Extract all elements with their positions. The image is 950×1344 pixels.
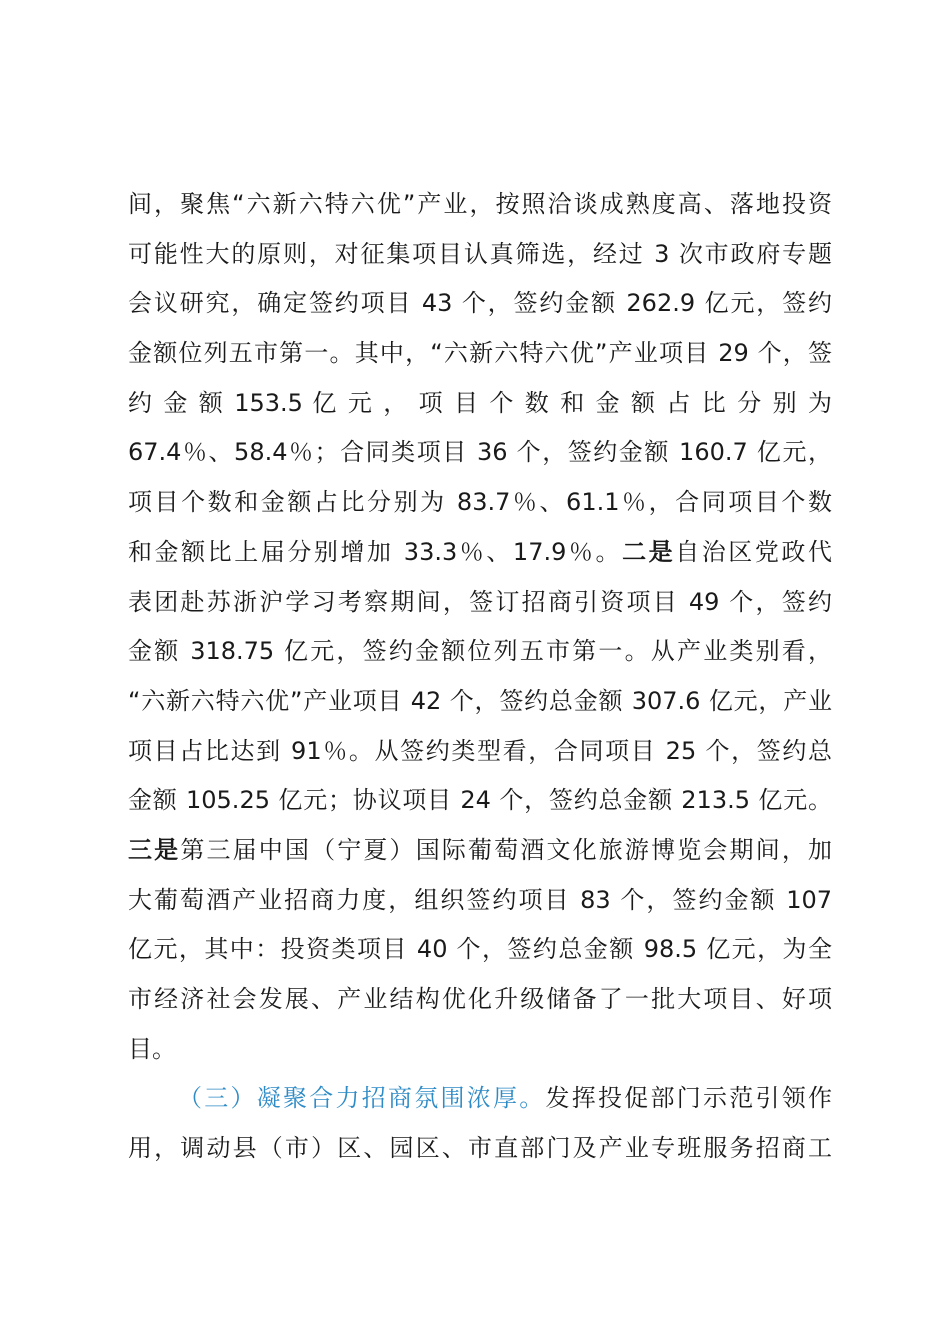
text-line: 目。 xyxy=(128,1034,176,1063)
text-segment: 自治区党政代 xyxy=(675,537,832,566)
text-line xyxy=(128,1074,832,1124)
text-line: 67.4％、58.4％；合同类项目 36 个，签约金额 160.7 亿元， xyxy=(128,438,832,467)
text-line: 金额位列五市第一。其中，“六新六特六优”产业项目 29 个，签 xyxy=(128,339,832,368)
text-line xyxy=(128,826,832,876)
text-line: 项目个数和金额占比分别为 83.7％、61.1％，合同项目个数 xyxy=(128,488,832,517)
text-line: 会议研究，确定签约项目 43 个，签约金额 262.9 亿元，签约 xyxy=(128,289,832,318)
text-line: 大葡萄酒产业招商力度，组织签约项目 83 个，签约金额 107 xyxy=(128,885,832,914)
text-segment: 发挥投促部门示范引领作 xyxy=(545,1084,832,1113)
section-heading: （三）凝聚合力招商氛围浓厚。 xyxy=(178,1084,546,1113)
text-line: 用，调动县（市）区、园区、市直部门及产业专班服务招商工 xyxy=(128,1134,832,1163)
text-line: 金额 318.75 亿元，签约金额位列五市第一。从产业类别看， xyxy=(128,637,832,666)
text-line: 市经济社会发展、产业结构优化升级储备了一批大项目、好项 xyxy=(128,985,832,1013)
ordinal-marker: 三是 xyxy=(128,835,181,864)
body-text xyxy=(128,180,832,1174)
text-line: 项目占比达到 91％。从签约类型看，合同项目 25 个，签约总 xyxy=(128,736,832,765)
text-segment: 和金额比上届分别增加 33.3％、17.9％。 xyxy=(128,537,623,566)
text-line: 约 金 额 153.5 亿 元 ， 项 目 个 数 和 金 额 占 比 分 别 为 xyxy=(128,388,832,417)
text-line: 金额 105.25 亿元；协议项目 24 个，签约总金额 213.5 亿元。 xyxy=(128,786,832,815)
text-line xyxy=(128,528,832,578)
text-line: 亿元，其中：投资类项目 40 个，签约总金额 98.5 亿元，为全 xyxy=(128,935,832,964)
ordinal-marker: 二是 xyxy=(622,537,676,566)
text-line: “六新六特六优”产业项目 42 个，签约总金额 307.6 亿元，产业 xyxy=(128,686,832,715)
text-line: 间，聚焦“六新六特六优”产业，按照洽谈成熟度高、落地投资 xyxy=(128,190,832,218)
text-line: 表团赴苏浙沪学习考察期间，签订招商引资项目 49 个，签约 xyxy=(128,587,832,616)
text-line: 可能性大的原则，对征集项目认真筛选，经过 3 次市政府专题 xyxy=(128,239,832,268)
text-segment: 第三届中国（宁夏）国际葡萄酒文化旅游博览会期间，加 xyxy=(180,835,832,864)
